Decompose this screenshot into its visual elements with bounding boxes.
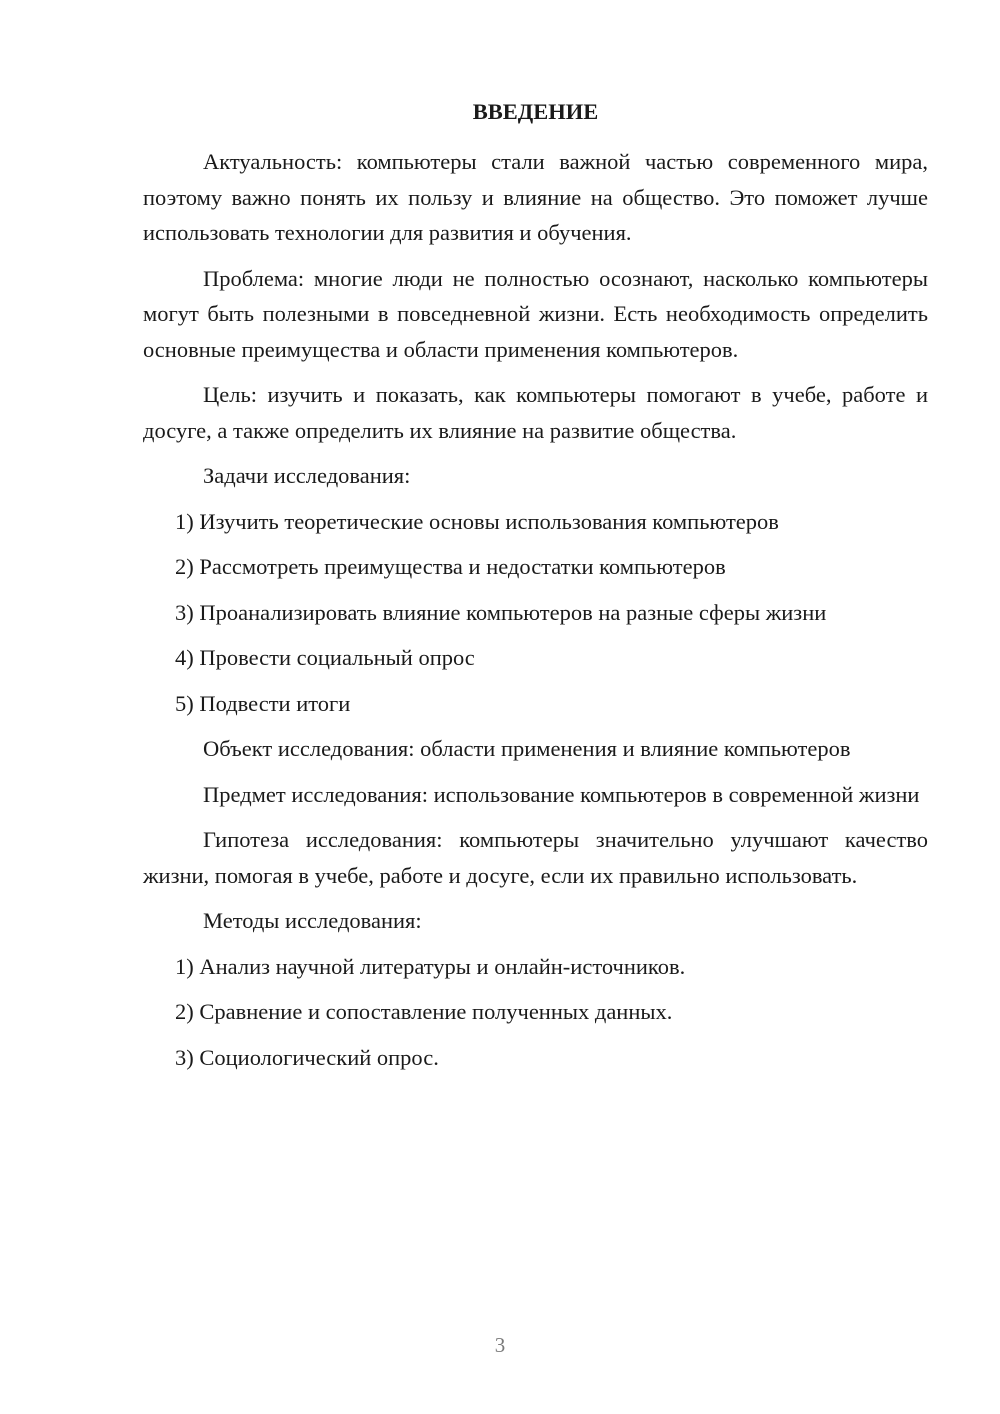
method-item: 1) Анализ научной литературы и онлайн-источников. [175,953,686,979]
problem-paragraph: Проблема: многие люди не полностью осознают, насколько компьютеры могут быть полезными в повседневной жизни. Есть необходимость определить основные преимущества и области применения компьютеров. [143,265,928,362]
task-item: 2) Рассмотреть преимущества и недостатки компьютеров [175,554,726,579]
methods-heading: Методы исследования: [203,908,422,933]
goal-paragraph: Цель: изучить и показать, как компьютеры помогают в учебе, работе и досуге, а также определить их влияние на развитие общества. [143,382,928,443]
tasks-heading: Задачи исследования: [203,463,411,488]
task-item: 3) Проанализировать влияние компьютеров на разные сферы жизни [175,599,827,625]
task-item: 1) Изучить теоретические основы использования компьютеров [175,508,779,534]
object-line: Объект исследования: области применения и влияние компьютеров [203,736,851,761]
page-number: 3 [494,1333,506,1357]
task-item: 5) Подвести итоги [175,690,351,716]
section-title: ВВЕДЕНИЕ [472,99,599,124]
method-item: 2) Сравнение и сопоставление полученных данных. [175,999,673,1024]
page-content [143,98,928,1085]
hypothesis-paragraph: Гипотеза исследования: компьютеры значительно улучшают качество жизни, помогая в учебе, работе и досуге, если их правильно использовать. [143,827,928,888]
relevance-paragraph: Актуальность: компьютеры стали важной частью современного мира, поэтому важно понять их пользу и влияние на общество. Это поможет лучше использовать технологии для развития и обучения. [143,149,928,245]
method-item: 3) Социологический опрос. [175,1044,439,1070]
task-item: 4) Провести социальный опрос [175,645,475,670]
subject-paragraph: Предмет исследования: использование компьютеров в современной жизни [203,781,920,807]
